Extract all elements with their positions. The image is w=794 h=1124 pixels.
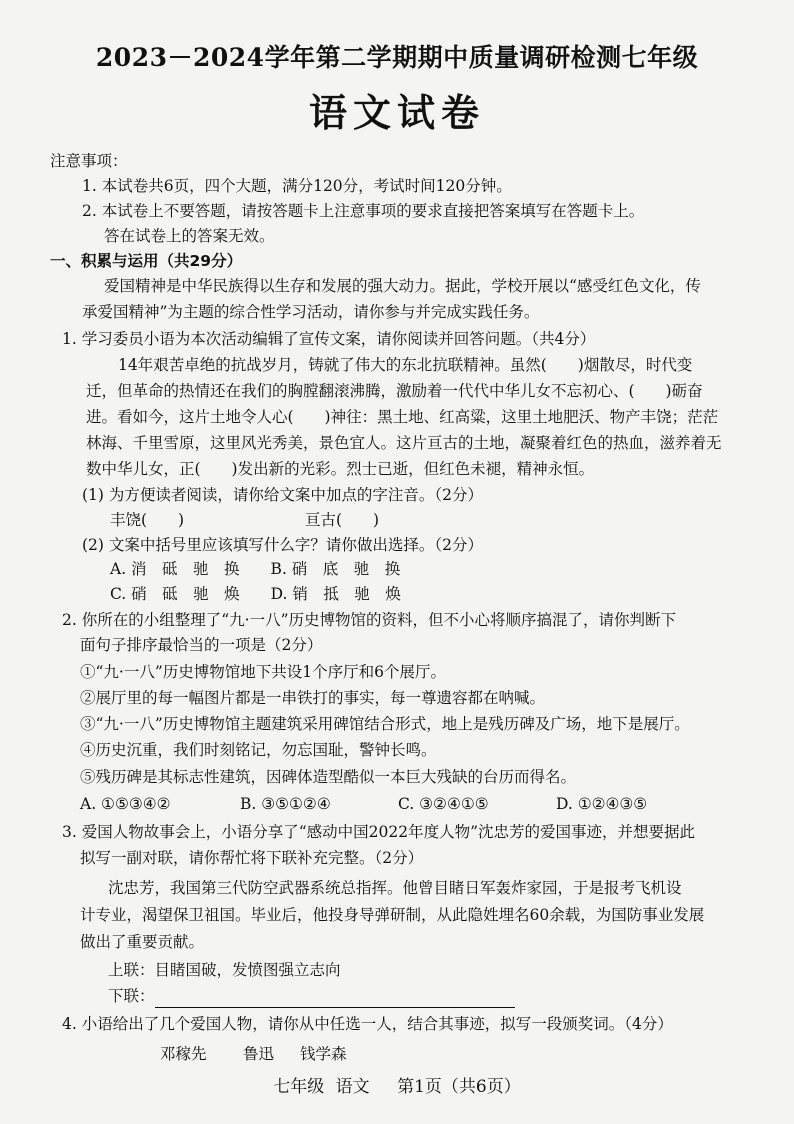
q3-upper-couplet: 上联：目睹国破，发愤图强立志向 xyxy=(108,961,341,979)
question-4-stem: 4. 小语给出了几个爱国人物，请你从中任选一人，结合其事迹，拟写一段颁奖词。（4分） xyxy=(62,1015,673,1033)
footer-subject: 语文 xyxy=(335,1077,370,1097)
q2-option-d: D. ①②④③⑤ xyxy=(556,795,648,813)
section-1-heading: 一、积累与运用（共29分） xyxy=(50,252,243,270)
question-3-stem-2: 拟写一副对联，请你帮忙将下联补充完整。（2分） xyxy=(80,849,424,867)
q1-passage-line-2: 迁，但革命的热情还在我们的胸膛翻滚沸腾，激励着一代代中华儿女不忘初心、( )砺奋 xyxy=(86,382,703,400)
q3-lower-couplet xyxy=(108,984,515,1008)
q1-sub1-word-1: 丰饶( ) xyxy=(110,511,185,529)
q1-sub1-stem: (1) 为方便读者阅读，请你给文案中加点的字注音。（2分） xyxy=(82,486,483,504)
question-2-stem-2: 面句子排序最恰当的一项是（2分） xyxy=(80,636,323,654)
q2-sentence-5: ⑤残历碑是其标志性建筑，因碑体造型酷似一本巨大残缺的台历而得名。 xyxy=(80,768,577,786)
q3-passage-line-1: 沈忠芳，我国第三代防空武器系统总指挥。他曾目睹日军轰炸家园，于是报考飞机设 xyxy=(108,879,682,897)
q3-passage-line-2: 计专业，渴望保卫祖国。毕业后，他投身导弹研制，从此隐姓埋名60余载，为国防事业发展 xyxy=(80,906,705,924)
q1-passage-line-3: 进。看如今，这片土地令人心( )神往：黑土地、红高粱，这里土地肥沃、物产丰饶；茫茫 xyxy=(86,408,719,426)
q1-passage-line-1: 14年艰苦卓绝的抗战岁月，铸就了伟大的东北抗联精神。虽然( )烟散尽，时代变 xyxy=(118,356,693,374)
q2-sentence-3: ③“九·一八”历史博物馆主题建筑采用碑馆结合形式，地上是残历碑及广场，地下是展厅。 xyxy=(80,715,690,733)
q2-sentence-4: ④历史沉重，我们时刻铭记，勿忘国耻，警钟长鸣。 xyxy=(80,741,437,759)
q2-option-c: C. ③②④①⑤ xyxy=(398,795,489,813)
footer-grade: 七年级 xyxy=(273,1077,325,1097)
notice-item-3: 答在试卷上的答案无效。 xyxy=(104,227,275,245)
question-1-stem: 1. 学习委员小语为本次活动编辑了宣传文案，请你阅读并回答问题。（共4分） xyxy=(62,330,596,348)
q3-lower-label: 下联： xyxy=(108,987,155,1005)
page-footer xyxy=(0,1072,794,1097)
section-1-intro-2: 承爱国精神”为主题的综合性学习活动，请你参与并完成实践任务。 xyxy=(82,303,540,321)
q1-sub2-stem: (2) 文案中括号里应该填写什么字？请你做出选择。（2分） xyxy=(82,536,483,554)
q4-name-2: 鲁迅 xyxy=(243,1045,275,1063)
notice-heading: 注意事项： xyxy=(50,152,128,170)
q2-option-a: A. ①⑤③④② xyxy=(80,795,171,813)
notice-item-2: 2. 本试卷上不要答题，请按答题卡上注意事项的要求直接把答案填写在答题卡上。 xyxy=(82,202,645,220)
q4-name-1: 邓稼先 xyxy=(160,1045,207,1063)
exam-subtitle: 语文试卷 xyxy=(308,90,485,135)
q3-passage-line-3: 做出了重要贡献。 xyxy=(80,933,205,951)
q1-passage-line-5: 数中华儿女，正( )发出新的光彩。烈士已逝，但红色未褪，精神永恒。 xyxy=(86,460,595,478)
question-2-stem-1: 2. 你所在的小组整理了“九·一八”历史博物馆的资料，但不小心将顺序搞混了，请你判断下 xyxy=(62,611,676,629)
section-1-intro-1: 爱国精神是中华民族得以生存和发展的强大动力。据此，学校开展以“感受红色文化，传 xyxy=(104,277,701,295)
q1-sub1-word-2: 亘古( ) xyxy=(305,511,380,529)
q2-option-b: B. ③⑤①②④ xyxy=(240,795,331,813)
notice-item-1: 1. 本试卷共6页，四个大题，满分120分，考试时间120分钟。 xyxy=(82,177,512,195)
q2-sentence-2: ②展厅里的每一幅图片都是一串铁打的事实，每一尊遗容都在呐喊。 xyxy=(80,689,546,707)
q3-answer-line xyxy=(155,993,515,1008)
exam-title: 2023－2024学年第二学期期中质量调研检测七年级 xyxy=(95,43,699,72)
question-3-stem-1: 3. 爱国人物故事会上，小语分享了“感动中国2022年度人物”沈忠芳的爱国事迹，并想要据此 xyxy=(62,823,696,841)
q1-sub2-options-row-1: A. 消 砥 驰 换 B. 硝 底 驰 换 xyxy=(110,560,401,578)
footer-page-number: 第1页（共6页） xyxy=(397,1077,521,1097)
q2-sentence-1: ①“九·一八”历史博物馆地下共设1个序厅和6个展厅。 xyxy=(80,663,446,681)
q1-passage-line-4: 林海、千里雪原，这里风光秀美，景色宜人。这片亘古的土地，凝聚着红色的热血，滋养着无 xyxy=(86,434,722,452)
q4-name-3: 钱学森 xyxy=(300,1045,347,1063)
q1-sub2-options-row-2: C. 硝 砥 驰 焕 D. 销 抵 驰 焕 xyxy=(110,585,401,603)
